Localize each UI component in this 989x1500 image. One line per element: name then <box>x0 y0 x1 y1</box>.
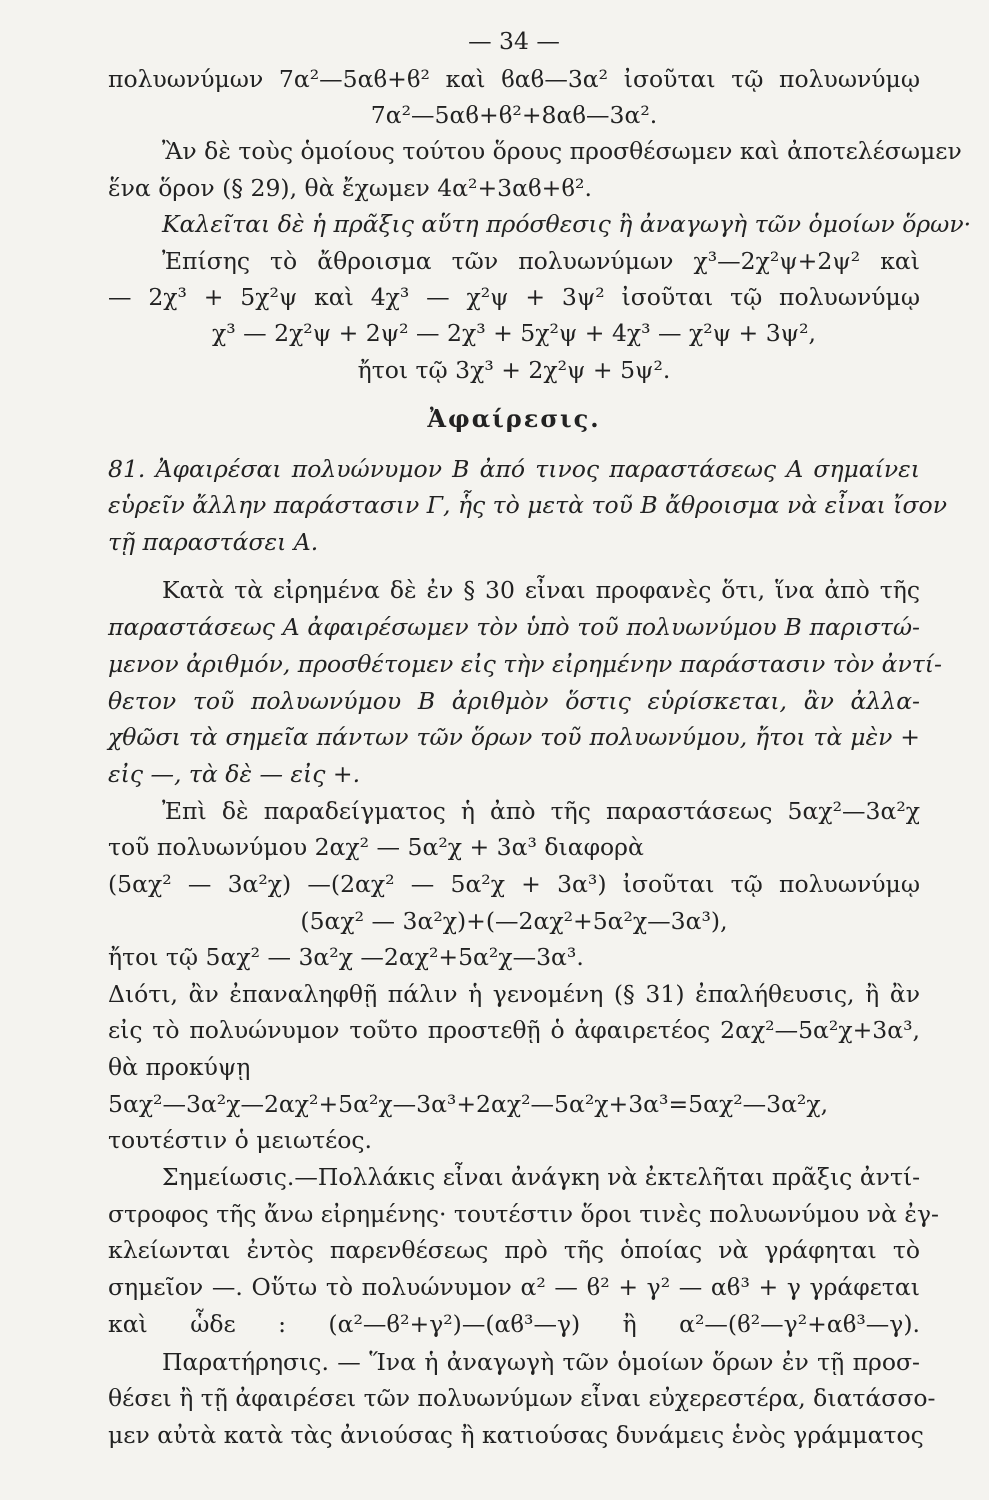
formula-line: χ³ — 2χ²ψ + 2ψ² — 2χ³ + 5χ²ψ + 4χ³ — χ²ψ + 3ψ², <box>212 319 816 347</box>
text-line: σημεῖον —. Οὕτω τὸ πολυώνυμον α² — ϐ² + γ² — αϐ³ + γ γράφεται <box>108 1273 920 1301</box>
text-line: μεν αὐτὰ κατὰ τὰς ἀνιούσας ἢ κατιούσας δυνάμεις ἑνὸς γράμματος <box>108 1421 924 1449</box>
text-line: Ἐπὶ δὲ παραδείγματος ἡ ἀπὸ τῆς παραστάσεως 5αχ²—3α²χ <box>162 797 920 825</box>
text-line: Κατὰ τὰ εἰρημένα δὲ ἐν § 30 εἶναι προφανὲς ὅτι, ἵνα ἀπὸ τῆς <box>162 576 920 604</box>
text-line: — 2χ³ + 5χ²ψ καὶ 4χ³ — χ²ψ + 3ψ² ἰσοῦται τῷ πολυωνύμῳ <box>108 283 920 311</box>
text-line: στροφος τῆς ἄνω εἰρημένης· τουτέστιν ὅροι τινὲς πολυωνύμου νὰ ἐγ- <box>108 1200 940 1228</box>
text-line: μενον ἀριθμόν, προσθέτομεν εἰς τὴν εἰρημένην παράστασιν τὸν ἀντί- <box>108 650 942 678</box>
formula-line: ἤτοι τῷ 3χ³ + 2χ²ψ + 5ψ². <box>357 356 671 384</box>
section-heading: Ἀφαίρεσις. <box>427 404 601 433</box>
formula-line: (5αχ² — 3α²χ)+(—2αχ²+5α²χ—3α³), <box>300 907 728 935</box>
formula-line: 7α²—5αϐ+ϐ²+8αϐ—3α². <box>370 101 658 129</box>
definition-line: τῇ παραστάσει Α. <box>108 528 319 556</box>
text-line: Διότι, ἂν ἐπαναληφθῇ πάλιν ἡ γενομένη (§ 31) ἐπαλήθευσις, ἢ ἂν <box>108 980 920 1008</box>
text-line: Καλεῖται δὲ ἡ πρᾶξις αὕτη πρόσθεσις ἢ ἀναγωγὴ τῶν ὁμοίων ὅρων· <box>162 210 972 238</box>
text-line: εἰς —, τὰ δὲ — εἰς +. <box>108 760 361 788</box>
text-line: τουτέστιν ὁ μειωτέος. <box>108 1126 373 1154</box>
text-line: παραστάσεως Α ἀφαιρέσωμεν τὸν ὑπὸ τοῦ πολυωνύμου Β παριστώ- <box>108 613 920 641</box>
definition-line: εὑρεῖν ἄλλην παράστασιν Γ, ἧς τὸ μετὰ τοῦ Β ἄθροισμα νὰ εἶναι ἴσον <box>108 491 947 519</box>
text-line: κλείωνται ἐντὸς παρενθέσεως πρὸ τῆς ὁποίας νὰ γράφηται τὸ <box>108 1236 920 1264</box>
text-line: εἰς τὸ πολυώνυμον τοῦτο προστεθῇ ὁ ἀφαιρετέος 2αχ²—5α²χ+3α³, <box>108 1016 920 1044</box>
formula-line: ἤτοι τῷ 5αχ² — 3α²χ —2αχ²+5α²χ—3α³. <box>108 943 584 971</box>
text-line: θέσει ἢ τῇ ἀφαιρέσει τῶν πολυωνύμων εἶναι εὐχερεστέρα, διατάσσο- <box>108 1384 936 1412</box>
note-line: Σημείωσις.—Πολλάκις εἶναι ἀνάγκη νὰ ἐκτελῆται πρᾶξις ἀντί- <box>162 1163 921 1191</box>
text-line: ἕνα ὅρον (§ 29), θὰ ἔχωμεν 4α²+3αϐ+ϐ². <box>108 174 592 202</box>
page-number: — 34 — <box>468 27 560 55</box>
remark-line: Παρατήρησις. — Ἵνα ἡ ἀναγωγὴ τῶν ὁμοίων ὅρων ἐν τῇ προσ- <box>162 1348 920 1376</box>
text-line: τοῦ πολυωνύμου 2αχ² — 5α²χ + 3α³ διαφορὰ <box>108 833 644 861</box>
definition-line: 81. Ἀφαιρέσαι πολυώνυμον Β ἀπό τινος παραστάσεως Α σημαίνει <box>108 455 920 483</box>
text-line: καὶ ὧδε : (α²—ϐ²+γ²)—(αϐ³—γ) ἢ α²—(ϐ²—γ²+αϐ³—γ). <box>108 1310 920 1338</box>
text-line: θὰ προκύψῃ <box>108 1053 251 1081</box>
text-line: χθῶσι τὰ σημεῖα πάντων τῶν ὅρων τοῦ πολυωνύμου, ἤτοι τὰ μὲν + <box>108 723 920 751</box>
text-line: (5αχ² — 3α²χ) —(2αχ² — 5α²χ + 3α³) ἰσοῦται τῷ πολυωνύμῳ <box>108 870 920 898</box>
text-line: θετον τοῦ πολυωνύμου Β ἀριθμὸν ὅστις εὑρίσκεται, ἂν ἀλλα- <box>108 687 920 715</box>
text-line: Ἂν δὲ τοὺς ὁμοίους τούτου ὅρους προσθέσωμεν καὶ ἀποτελέσωμεν <box>162 137 962 165</box>
text-line: πολυωνύμων 7α²—5αϐ+ϐ² καὶ ϐαϐ—3α² ἰσοῦται τῷ πολυωνύμῳ <box>108 65 920 93</box>
text-line: Ἐπίσης τὸ ἄθροισμα τῶν πολυωνύμων χ³—2χ²ψ+2ψ² καὶ <box>162 247 920 275</box>
formula-line: 5αχ²—3α²χ—2αχ²+5α²χ—3α³+2αχ²—5α²χ+3α³=5αχ²—3α²χ, <box>108 1090 829 1118</box>
